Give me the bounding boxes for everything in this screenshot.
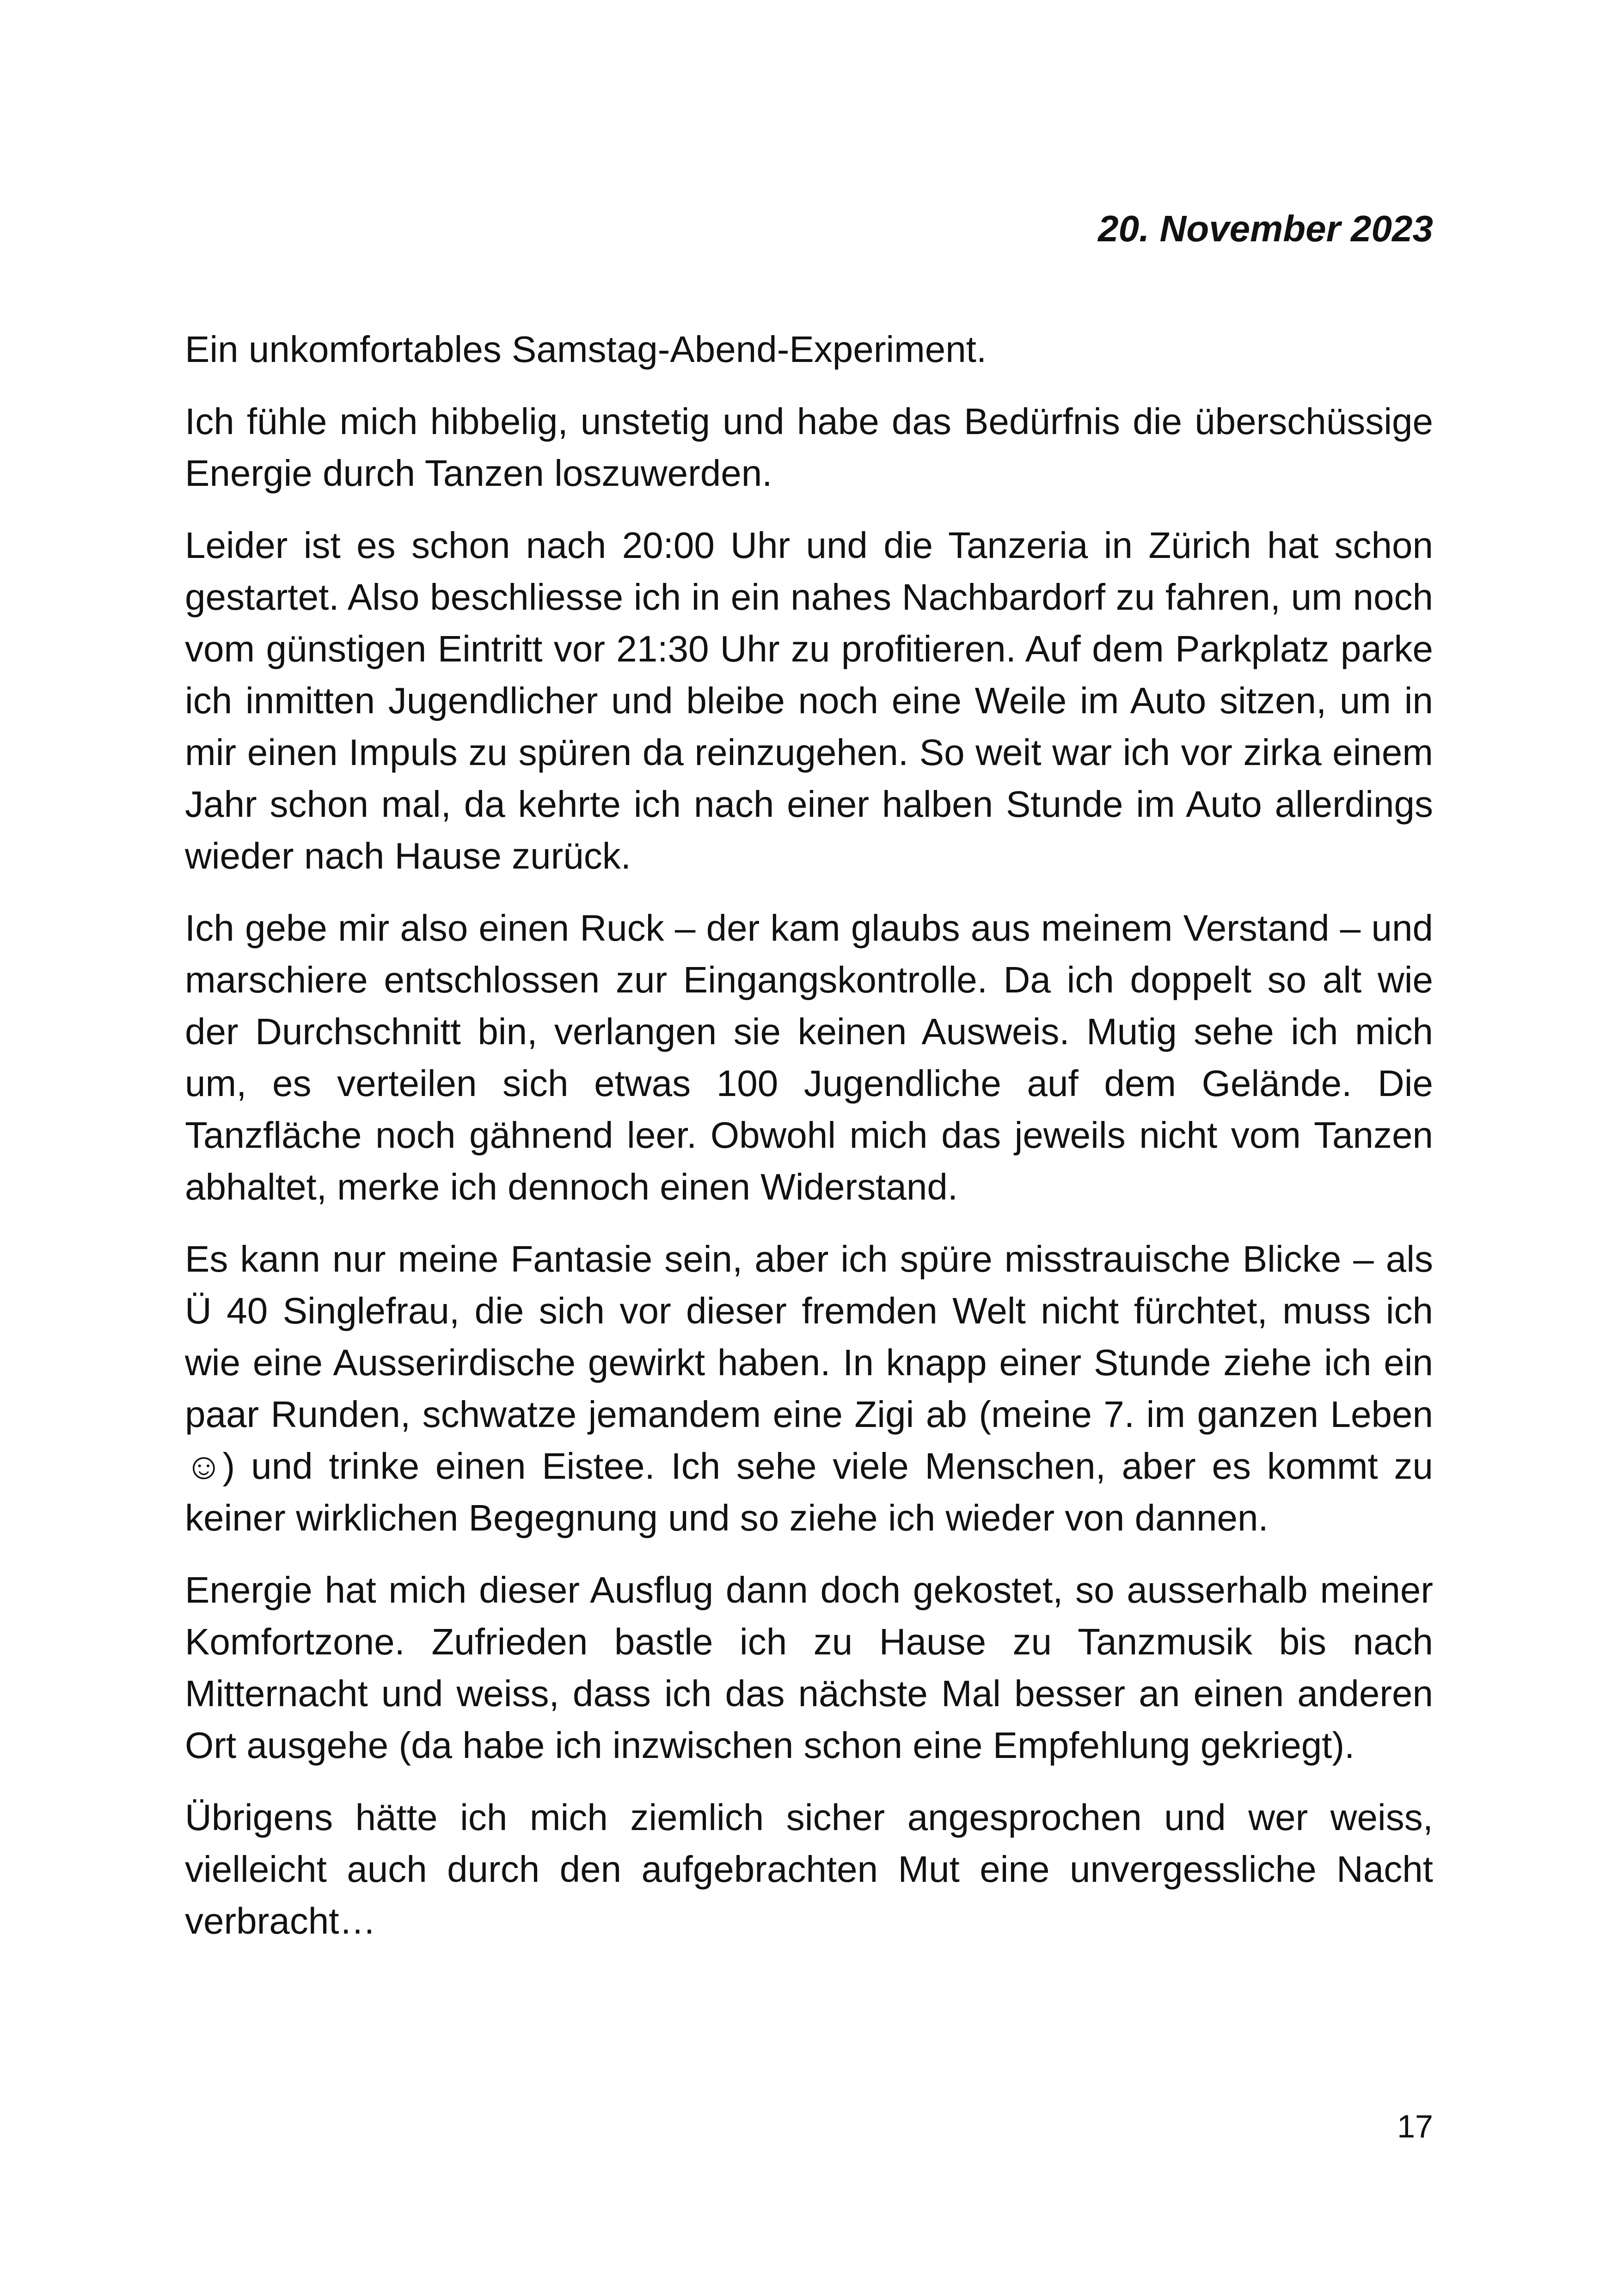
- page-number: 17: [1397, 2108, 1433, 2144]
- paragraph-3: Leider ist es schon nach 20:00 Uhr und die Tanzeria in Zürich hat schon gestartet. Also beschliesse ich in ein nahes Nachbardorf zu fahren, um noch vom günstigen Eintritt vor 21:30 Uhr zu profitieren. Auf dem Parkplatz parke ich inmitten Jugendlicher und bleibe noch eine Weile im Auto sitzen, um in mir einen Impuls zu spüren da reinzugehen. So weit war ich vor zirka einem Jahr schon mal, da kehrte ich nach einer halben Stunde im Auto allerdings wieder nach Hause zurück.: [185, 525, 1433, 876]
- entry-body: [185, 324, 1433, 1967]
- entry-date: 20. November 2023: [1098, 208, 1433, 249]
- paragraph-2: Ich fühle mich hibbelig, unstetig und habe das Bedürfnis die überschüssige Energie durch Tanzen loszuwerden.: [185, 401, 1433, 494]
- paragraph-4: Ich gebe mir also einen Ruck – der kam glaubs aus meinem Verstand – und marschiere entschlossen zur Eingangskontrolle. Da ich doppelt so alt wie der Durchschnitt bin, verlangen sie keinen Ausweis. Mutig sehe ich mich um, es verteilen sich etwas 100 Jugendliche auf dem Gelände. Die Tanzfläche noch gähnend leer. Obwohl mich das jeweils nicht vom Tanzen abhaltet, merke ich dennoch einen Widerstand.: [185, 907, 1433, 1207]
- paragraph-5: Es kann nur meine Fantasie sein, aber ich spüre misstrauische Blicke – als Ü 40 Singlefrau, die sich vor dieser fremden Welt nicht fürchtet, muss ich wie eine Ausserirdische gewirkt haben. In knapp einer Stunde ziehe ich ein paar Runden, schwatze jemandem eine Zigi ab (meine 7. im ganzen Leben ☺) und trinke einen Eistee. Ich sehe viele Menschen, aber es kommt zu keiner wirklichen Begegnung und so ziehe ich wieder von dannen.: [185, 1238, 1433, 1538]
- paragraph-7: Übrigens hätte ich mich ziemlich sicher angesprochen und wer weiss, vielleicht auch durch den aufgebrachten Mut eine unvergessliche Nacht verbracht…: [185, 1797, 1433, 1941]
- paragraph-6: Energie hat mich dieser Ausflug dann doch gekostet, so ausserhalb meiner Komfortzone. Zufrieden bastle ich zu Hause zu Tanzmusik bis nach Mitternacht und weiss, dass ich das nächste Mal besser an einen anderen Ort ausgehe (da habe ich inzwischen schon eine Empfehlung gekriegt).: [185, 1569, 1433, 1766]
- paragraph-1: Ein unkomfortables Samstag-Abend-Experiment.: [185, 329, 987, 370]
